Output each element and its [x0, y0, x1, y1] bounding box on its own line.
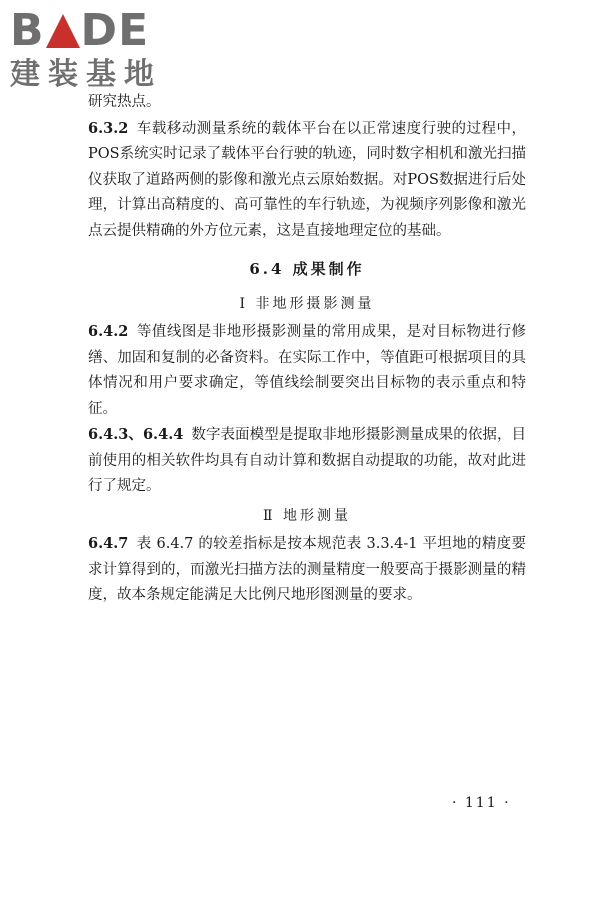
logo-latin-pre: B — [10, 5, 45, 56]
paragraph-6-4-3 — [88, 422, 526, 500]
clause-number: 6.4.3、6.4.4 — [88, 426, 184, 443]
section-title: 6.4 成果制作 — [249, 260, 365, 278]
paragraph-6-3-2 — [88, 116, 526, 245]
clause-text: 数字表面模型是提取非地形摄影测量成果的依据，目前使用的相关软件均具有自动计算和数据自动提取的功能，故对此进行了规定。 — [88, 427, 527, 494]
clause-number: 6.4.7 — [88, 535, 129, 552]
bade-logo — [10, 5, 180, 92]
clause-number: 6.3.2 — [88, 119, 129, 137]
logo-triangle-icon — [46, 14, 80, 48]
clause-text: 车载移动测量系统的载体平台在以正常速度行驶的过程中，POS系统实时记录了载体平台行驶的轨迹，同时数字相机和激光扫描仪获取了道路两侧的影像和激光点云原始数据。对POS数据进行后处理，计算出高精度的、高可靠性的车行轨迹，为视频序列影像和激光点云提供精确的外方位元素，这是直接地理定位的基础。 — [88, 120, 526, 239]
clause-text: 等值线图是非地形摄影测量的常用成果，是对目标物进行修缮、加固和复制的必备资料。在实际工作中，等值距可根据项目的具体情况和用户要求确定，等值线绘制要突出目标物的表示重点和特征。 — [88, 324, 526, 417]
paragraph-6-4-7 — [88, 531, 526, 609]
clause-text: 表 6.4.7 的较差指标是按本规范表 3.3.4-1 平坦地的精度要求计算得到的，而激光扫描方法的测量精度一般要高于摄影测量的精度，故本条规定能满足大比例尺地形图测量的要求。 — [88, 536, 526, 603]
logo-latin-post: DE — [80, 5, 150, 56]
subsection-title-2: Ⅱ 地形测量 — [263, 507, 351, 524]
subsection-title-1: Ⅰ 非地形摄影测量 — [239, 295, 375, 312]
page-number: · 111 · — [452, 795, 511, 811]
clause-number: 6.4.2 — [88, 323, 129, 340]
logo-chinese-text: 建装基地 — [10, 57, 162, 92]
paragraph-continuation: 研究热点。 — [88, 94, 161, 110]
page-content — [88, 90, 526, 609]
logo-latin-text — [10, 5, 180, 56]
paragraph-6-4-2 — [88, 319, 526, 422]
